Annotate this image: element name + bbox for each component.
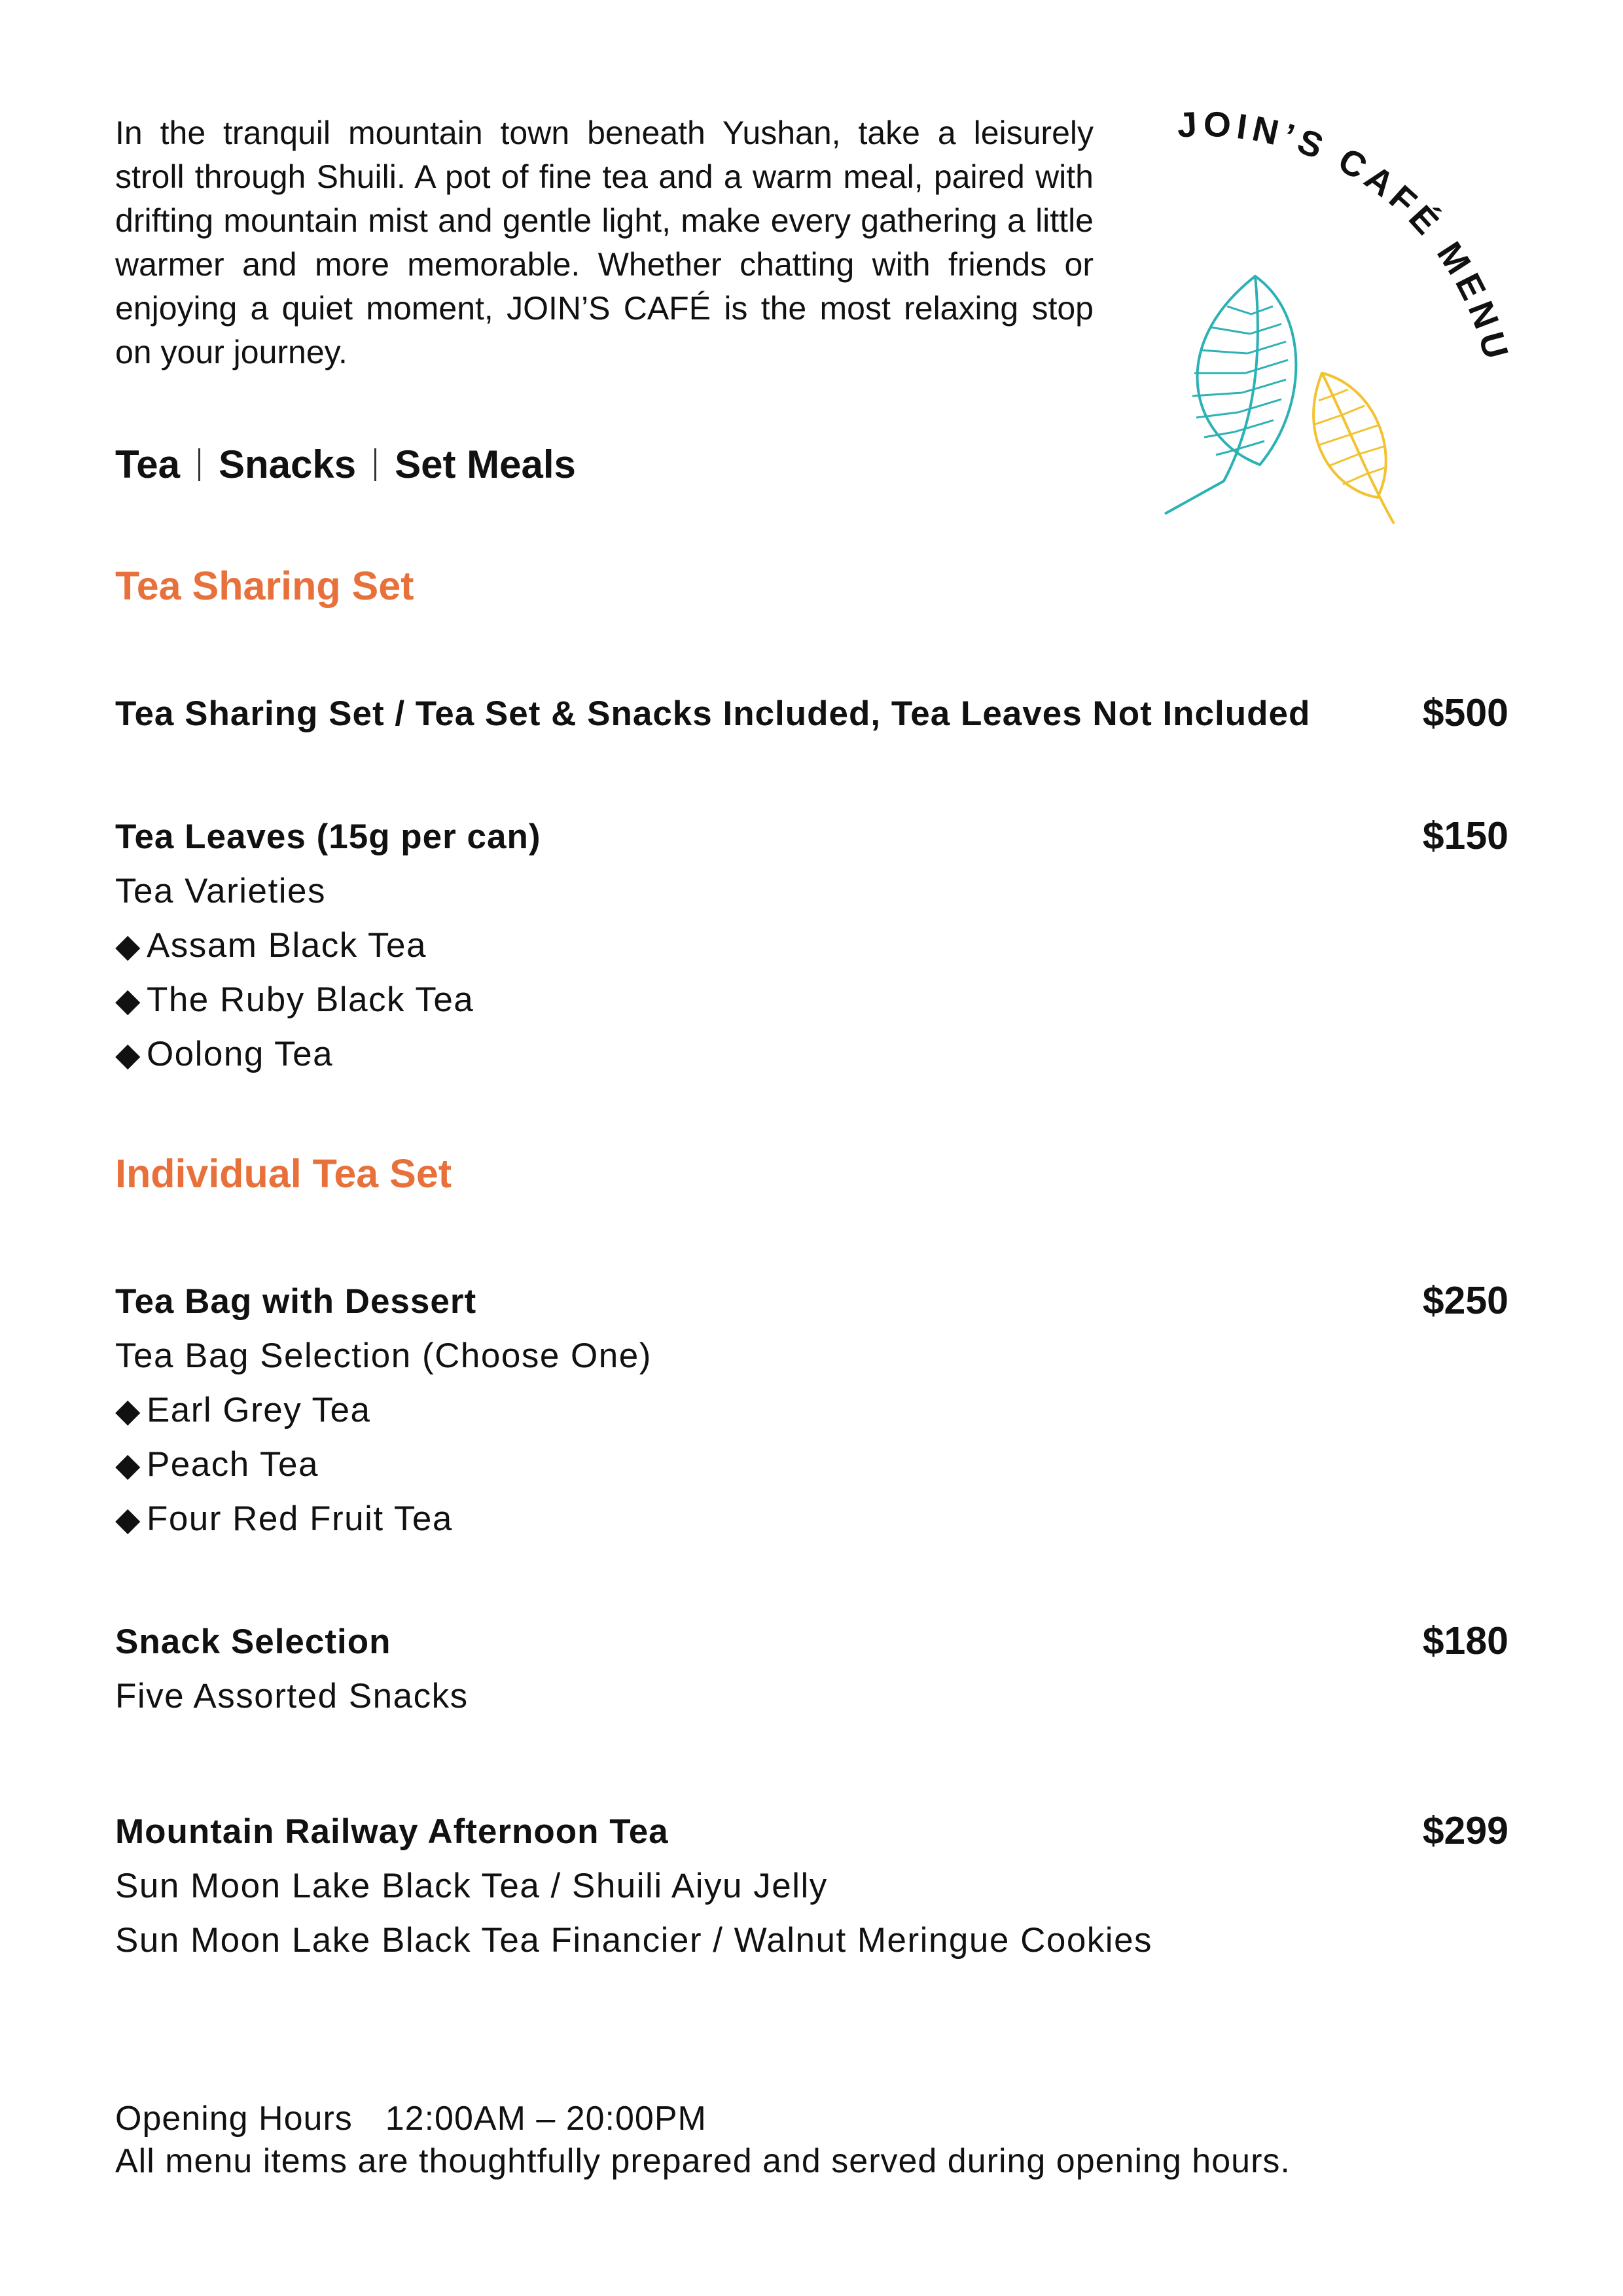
item-price: $150: [1422, 814, 1508, 857]
diamond-bullet-icon: ◆: [115, 1392, 141, 1429]
diamond-bullet-icon: ◆: [115, 1036, 141, 1073]
hours-label: Opening Hours: [115, 2100, 353, 2138]
item-name: Snack Selection: [115, 1623, 391, 1661]
list-item: ◆ Peach Tea: [115, 1445, 319, 1484]
diamond-bullet-icon: ◆: [115, 1446, 141, 1483]
item-price: $500: [1422, 691, 1508, 734]
category-divider: [374, 448, 376, 481]
item-price: $180: [1422, 1619, 1508, 1662]
logo-title: [1176, 105, 1516, 368]
item-name: Mountain Railway Afternoon Tea: [115, 1812, 669, 1851]
cafe-logo: [1113, 98, 1531, 543]
section-title-individual: Individual Tea Set: [115, 1151, 452, 1196]
item-name: Tea Bag with Dessert: [115, 1282, 477, 1321]
category-snacks: Snacks: [218, 442, 357, 486]
section-title-tea-sharing: Tea Sharing Set: [115, 564, 414, 608]
item-detail: Sun Moon Lake Black Tea / Shuili Aiyu Jelly: [115, 1867, 828, 1905]
footer-note: All menu items are thoughtfully prepared and served during opening hours.: [115, 2142, 1291, 2180]
diamond-bullet-icon: ◆: [115, 982, 141, 1018]
item-price: $250: [1422, 1279, 1508, 1322]
category-list: [115, 442, 576, 487]
item-subtitle: Tea Varieties: [115, 872, 326, 910]
opening-hours: [115, 2098, 1291, 2140]
logo-text: JOIN’S CAFÉ MENU: [1176, 104, 1517, 368]
list-item: ◆ The Ruby Black Tea: [115, 980, 474, 1019]
list-item: ◆ Earl Grey Tea: [115, 1391, 371, 1429]
category-tea: Tea: [115, 442, 180, 486]
hours-value: 12:00AM – 20:00PM: [385, 2100, 707, 2138]
item-subtitle: Tea Bag Selection (Choose One): [115, 1336, 652, 1375]
item-name: Tea Leaves (15g per can): [115, 817, 541, 856]
item-price: $299: [1422, 1809, 1508, 1852]
yellow-leaf-icon: [1313, 373, 1394, 524]
list-item: ◆ Oolong Tea: [115, 1035, 334, 1073]
footer: [115, 2098, 1291, 2183]
diamond-bullet-icon: ◆: [115, 1501, 141, 1537]
category-divider: [198, 448, 200, 481]
category-set-meals: Set Meals: [395, 442, 576, 486]
diamond-bullet-icon: ◆: [115, 927, 141, 964]
list-item: ◆ Four Red Fruit Tea: [115, 1499, 453, 1538]
teal-leaf-icon: [1165, 276, 1296, 514]
item-name: Tea Sharing Set / Tea Set & Snacks Included, Tea Leaves Not Included: [115, 694, 1311, 733]
list-item: ◆ Assam Black Tea: [115, 926, 427, 965]
item-subtitle: Five Assorted Snacks: [115, 1677, 469, 1715]
intro-paragraph: In the tranquil mountain town beneath Yushan, take a leisurely stroll through Shuili. A pot of fine tea and a warm meal, paired with drifting mountain mist and gentle light, make every gathering a little warmer and more memorable. Whether chatting with friends or enjoying a quiet moment, JOIN’S CAFÉ is the most relaxing stop on your journey.: [115, 115, 1094, 370]
item-detail: Sun Moon Lake Black Tea Financier / Walnut Meringue Cookies: [115, 1921, 1153, 1960]
